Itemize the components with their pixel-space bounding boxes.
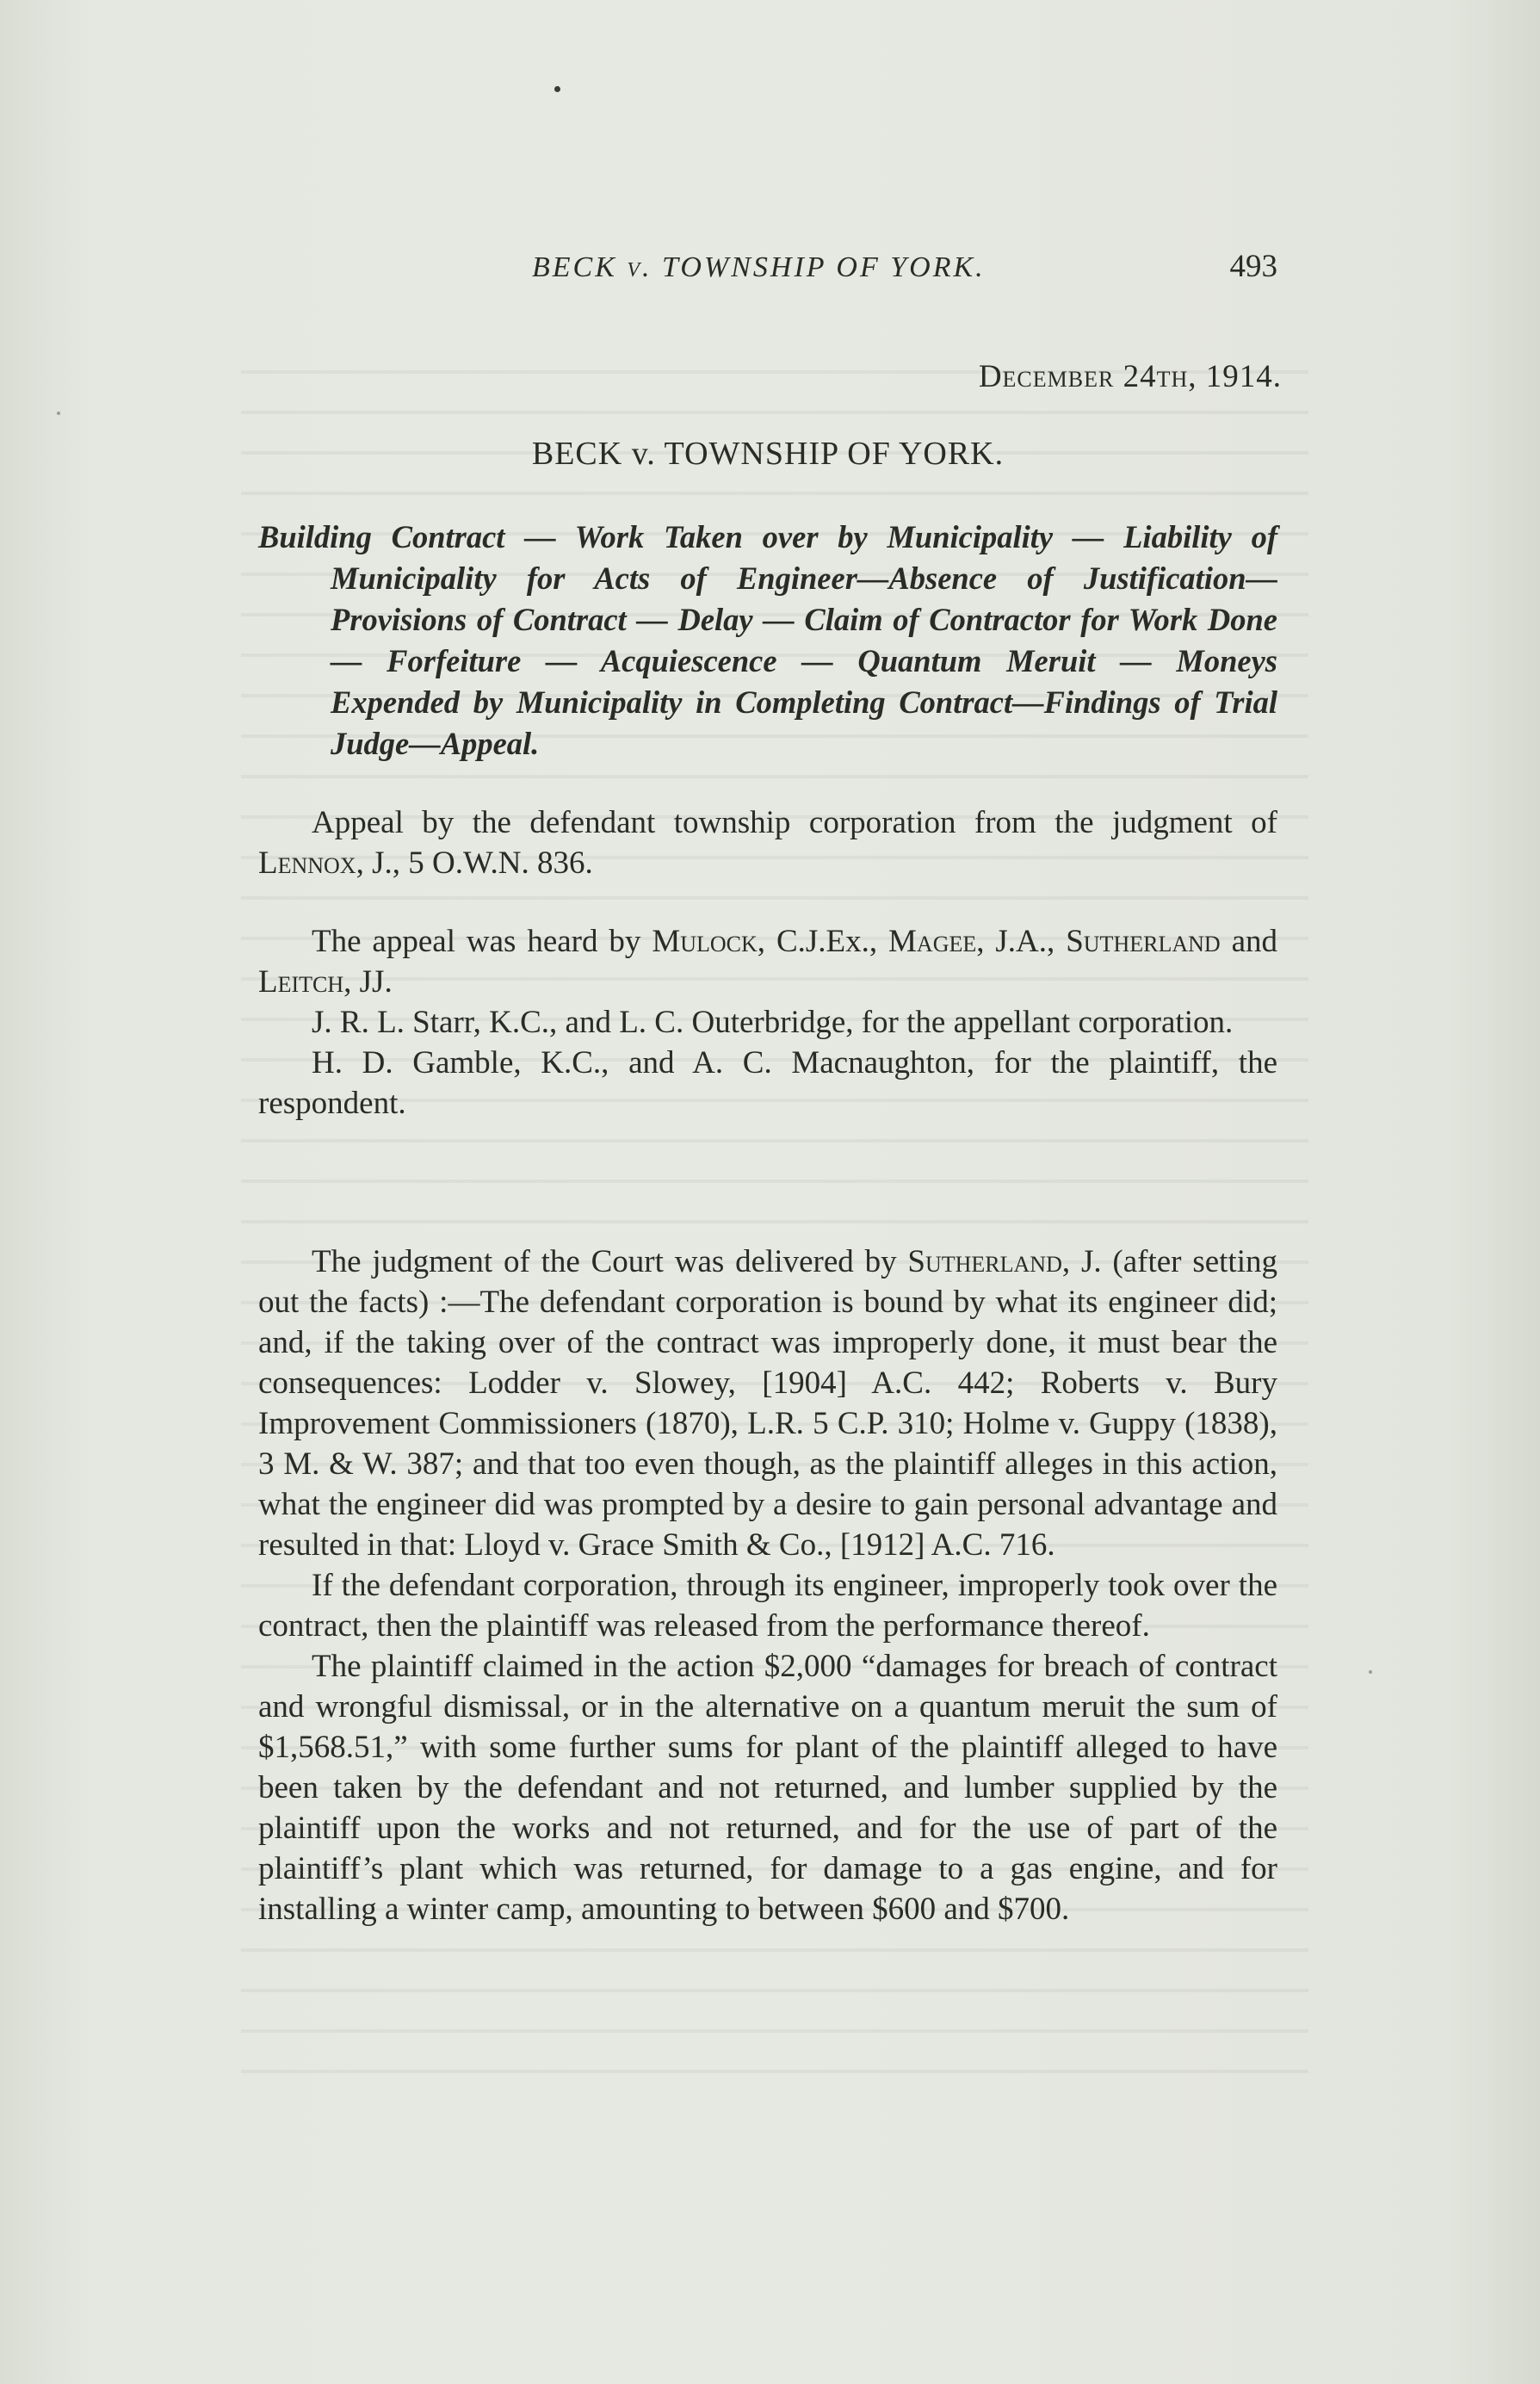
running-head-title: BECK v. TOWNSHIP OF YORK.: [532, 251, 986, 283]
appeal-text: Appeal by the defendant township corporation from the judgment of Lennox, J., 5 O.W.N. 836.: [258, 805, 1277, 881]
case-title: BECK v. TOWNSHIP OF YORK.: [531, 436, 1005, 472]
headnote: Building Contract — Work Taken over by Municipality — Liability of Municipality for Acts of Engineer—Absence of Justification—Provisions of Contract — Delay — Claim of Contractor for Work Done — Forfeiture — Acquiescence — Quantum Meruit — Moneys Expended by Municipality in Completing Contract—Findings of Trial Judge—Appeal.: [258, 519, 1277, 761]
claim-paragraph: The plaintiff claimed in the action $2,000 “damages for breach of contract and wrongful dismissal, or in the alternative on a quantum meruit the sum of $1,568.51,” with some further sums for plant of the plaintiff alleged to have been taken by the defendant and not returned, and lumber supplied by the plaintiff upon the works and not returned, and for the use of part of the plaintiff’s plant which was returned, for damage to a gas engine, and for installing a winter camp, amounting to between $600 and $700.: [258, 1649, 1277, 1927]
judgment-body: [258, 1242, 1277, 1929]
hearing-paragraph: The appeal was heard by Mulock, C.J.Ex., Magee, J.A., Sutherland and Leitch, JJ.: [258, 924, 1277, 1000]
judgment-paragraph: The judgment of the Court was delivered by Sutherland, J. (after setting out the facts) :—The defendant corporation is bound by what its engineer did; and, if the taking over of the contract was improperly done, it must bear the consequences: Lodder v. Slowey, [1904] A.C. 442; Roberts v. Bury Improvement Commissioners (1870), L.R. 5 C.P. 310; Holme v. Guppy (1838), 3 M. & W. 387; and that too even though, as the plaintiff alleges in this action, what the engineer did was prompted by a desire to gain personal advantage and resulted in that: Lloyd v. Grace Smith & Co., [1912] A.C. 716.: [258, 1244, 1277, 1563]
judge-name: Sutherland: [1066, 924, 1221, 959]
running-head: [258, 251, 1277, 294]
judge-name: Mulock: [652, 924, 758, 959]
appeal-paragraph: [258, 802, 1277, 883]
judge-name: Sutherland: [907, 1244, 1062, 1279]
judge-name: Magee: [888, 924, 977, 959]
counsel-respondent: H. D. Gamble, K.C., and A. C. Macnaughton, for the plaintiff, the respondent.: [258, 1045, 1277, 1121]
hearing-and-counsel: [258, 921, 1277, 1124]
page-number: 493: [1229, 249, 1277, 284]
ink-spot: [554, 86, 560, 92]
decision-date: December 24th, 1914.: [978, 359, 1282, 394]
paper-speck: [57, 412, 60, 415]
release-paragraph: If the defendant corporation, through its engineer, improperly took over the contract, then the plaintiff was released from the performance thereof.: [258, 1568, 1277, 1644]
judge-name: Lennox: [258, 845, 356, 881]
paper-speck: [1369, 1670, 1372, 1674]
counsel-appellant: J. R. L. Starr, K.C., and L. C. Outerbridge, for the appellant corporation.: [312, 1005, 1234, 1040]
judge-name: Leitch: [258, 964, 344, 1000]
